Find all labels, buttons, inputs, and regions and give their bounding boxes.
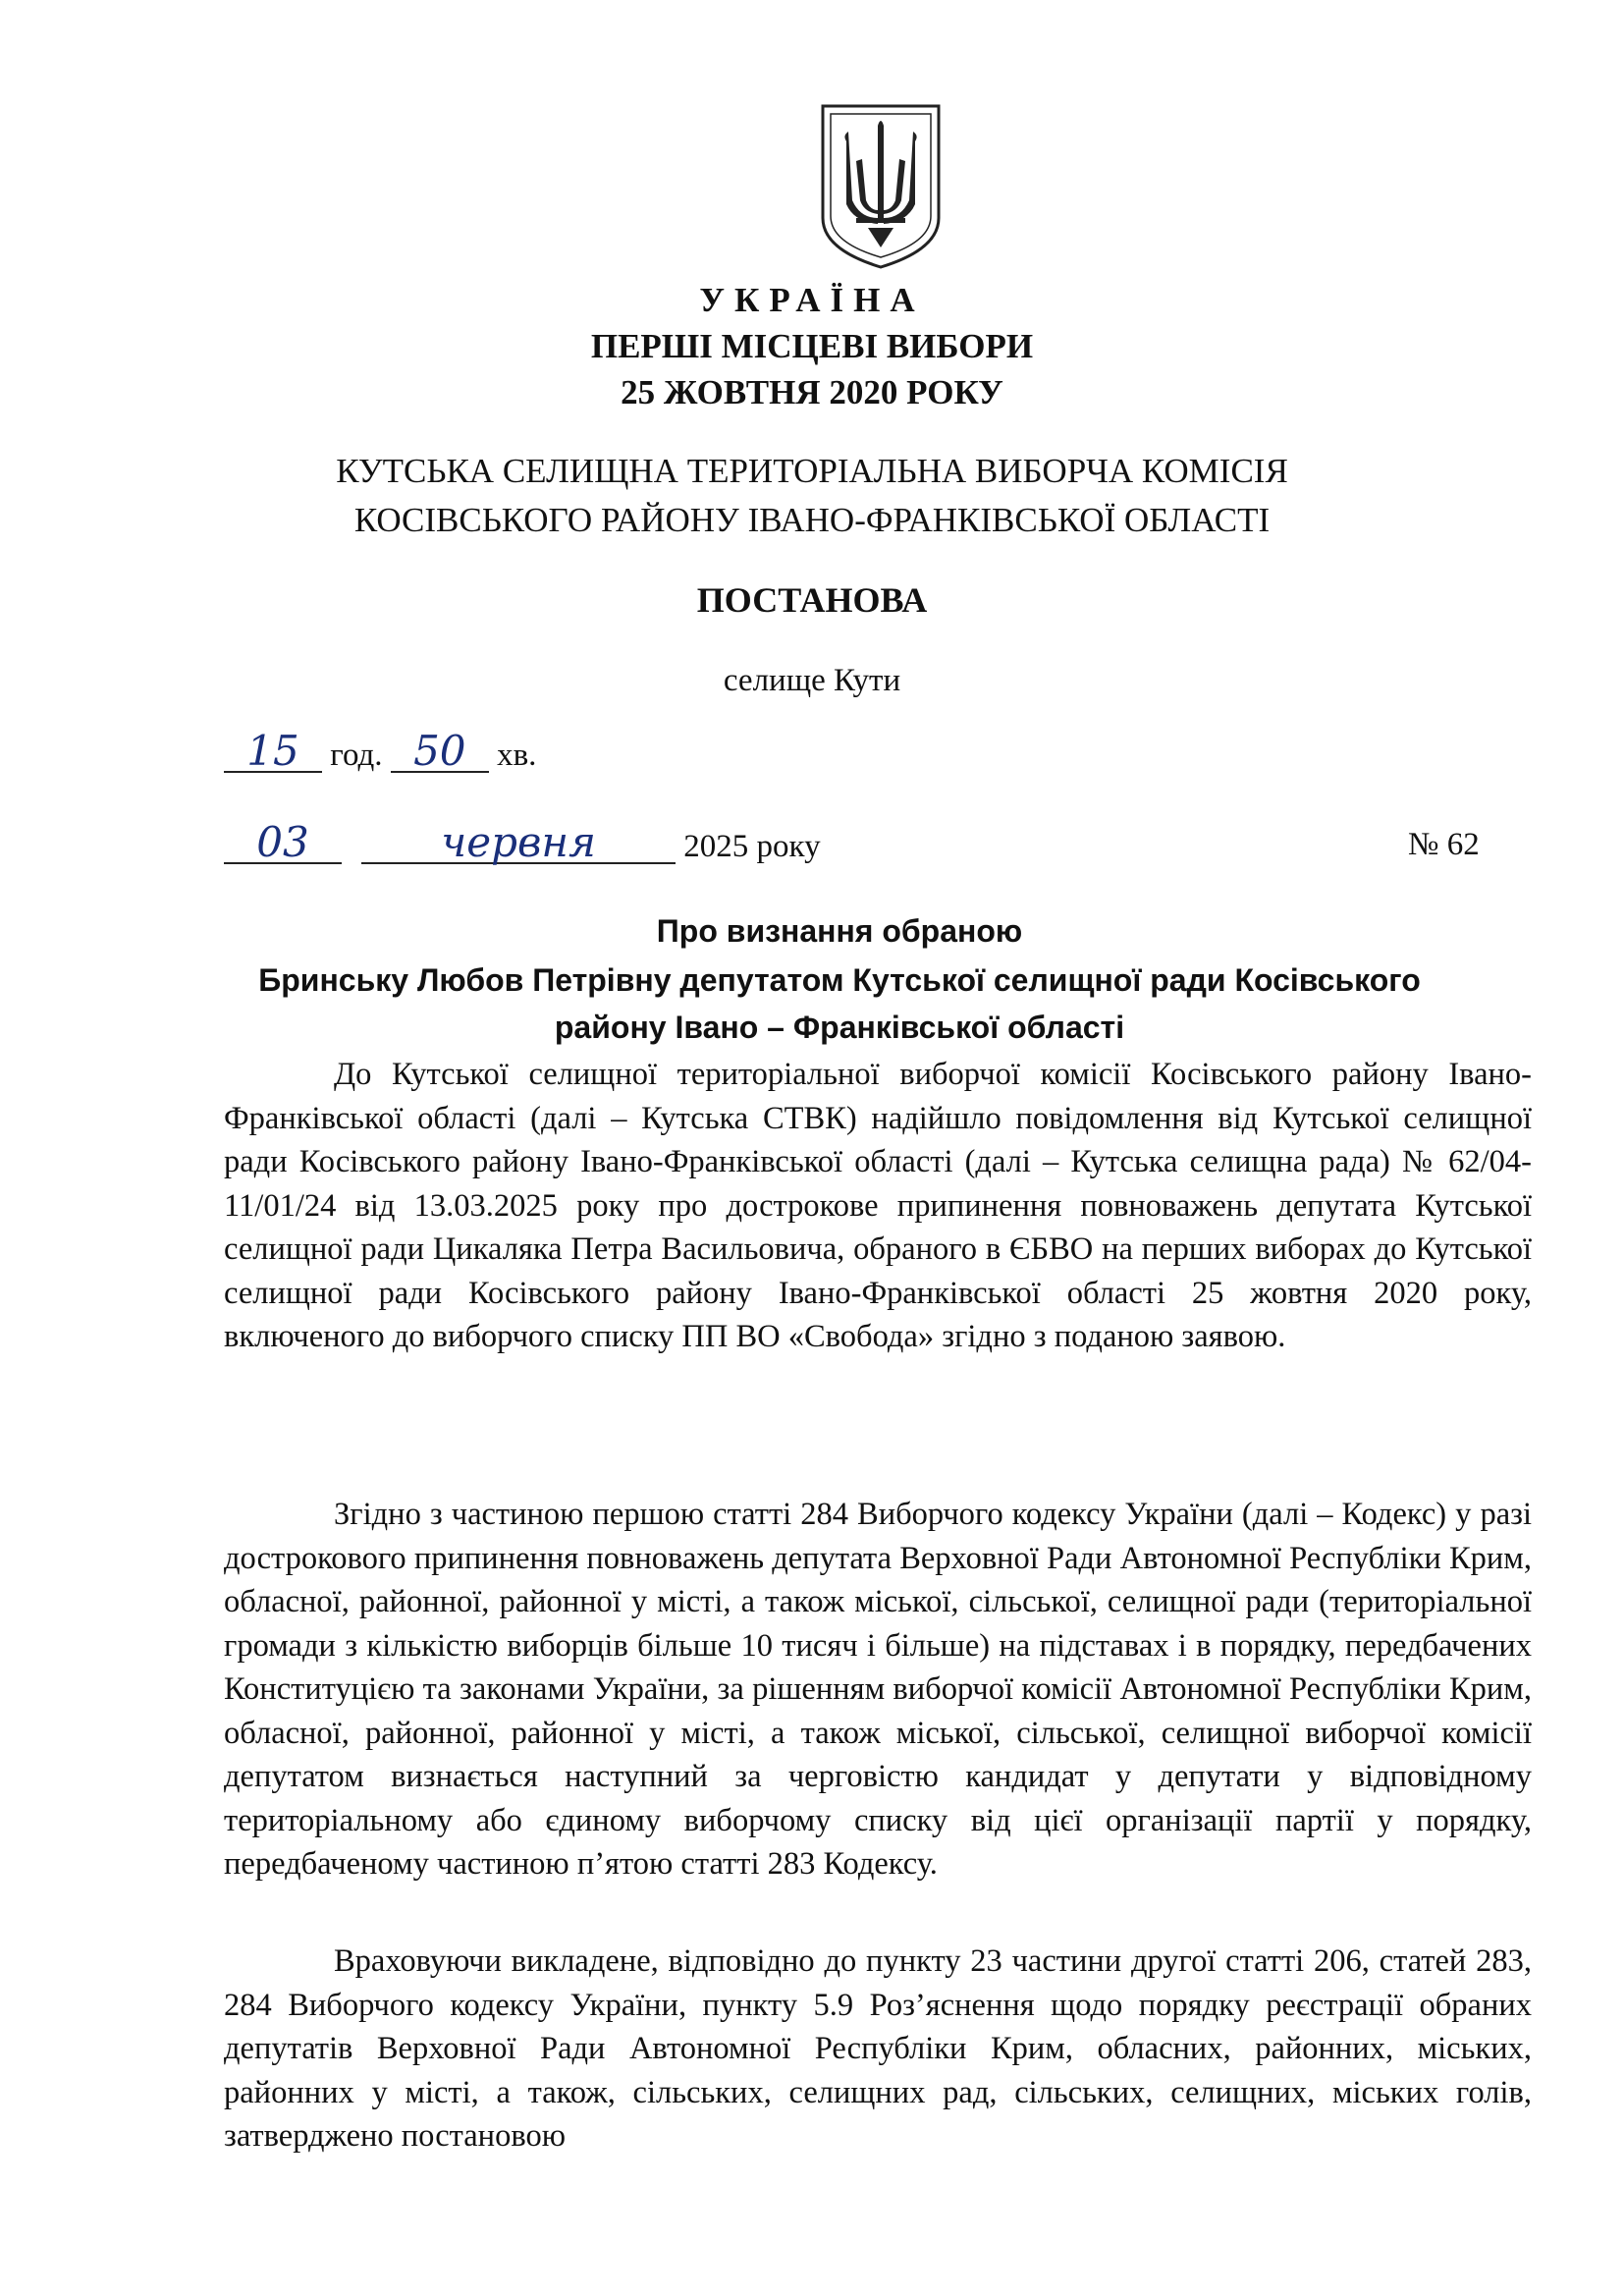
- tryzub-emblem-icon: [817, 102, 945, 271]
- handwritten-minute: 50: [391, 732, 489, 773]
- handwritten-month: червня: [361, 823, 676, 864]
- header-elections: ПЕРШІ МІСЦЕВІ ВИБОРИ: [590, 327, 1034, 365]
- body-paragraph-3: Враховуючи викладене, відповідно до пункту 23 частини другої статті 206, статей 283, 284 Виборчого кодексу України, пункту 5.9 Роз’яснення щодо порядку реєстрації обраних депутатів Верховної Ради Автономної Республіки Крим, обласних, районних, міських, районних у місті, а також, сільських, селищних рад, сільських, селищних, міських голів, затверджено постановою: [224, 1943, 1532, 2154]
- hour-unit: год.: [330, 738, 383, 773]
- date-row: [224, 818, 821, 866]
- handwritten-hour: 15: [224, 732, 322, 773]
- commission-name-line2: КОСІВСЬКОГО РАЙОНУ ІВАНО-ФРАНКІВСЬКОЇ ОБЛАСТІ: [353, 501, 1271, 539]
- header-elections-date: 25 ЖОВТНЯ 2020 РОКУ: [621, 373, 1003, 411]
- document-type: ПОСТАНОВА: [696, 580, 928, 620]
- header-country: УКРАЇНА: [699, 281, 925, 319]
- document-number: № 62: [1408, 827, 1480, 862]
- body-paragraph-1: До Кутської селищної територіальної виборчої комісії Косівського району Івано-Франківської області (далі – Кутська СТВК) надійшло повідомлення від Кутської селищної ради Косівського району Івано-Франківської області (далі – Кутська селищна рада) № 62/04-11/01/24 від 13.03.2025 року про дострокове припинення повноважень депутата Кутської селищної ради Цикаляка Петра Васильовича, обраного в ЄБВО на перших виборах до Кутської селищної ради Косівського району Івано-Франківської області 25 жовтня 2020 року, включеного до виборчого списку ПП ВО «Свобода» згідно з поданою заявою.: [224, 1057, 1532, 1354]
- time-row: [224, 727, 537, 775]
- body-paragraph-2: Згідно з частиною першою статті 284 Виборчого кодексу України (далі – Кодекс) у разі дострокового припинення повноважень депутата Верховної Ради Автономної Республіки Крим, обласної, районної, районної у місті, а також міської, сільської, селищної ради (територіальної громади з кількістю виборців більше 10 тисяч і більше) на підставах і в порядку, передбачених Конституцією та законами України, за рішенням виборчої комісії Автономної Республіки Крим, обласної, районної, районної у місті, а також міської, сільської, селищної виборчої комісії депутатом визнається наступний за черговістю кандидат у депутати у відповідному територіальному або єдиному виборчому списку від цієї організації партії у порядку, передбаченому частиною п’ятою статті 283 Кодексу.: [224, 1497, 1532, 1882]
- minute-unit: хв.: [497, 738, 537, 773]
- title-line1: Про визнання обраною: [656, 913, 1023, 949]
- title-line2: Бринську Любов Петрівну депутатом Кутської селищної ради Косівського: [258, 962, 1421, 998]
- handwritten-day: 03: [224, 823, 342, 864]
- year-text: 2025 року: [683, 829, 821, 864]
- document-place: селище Кути: [723, 663, 901, 698]
- commission-name-line1: КУТСЬКА СЕЛИЩНА ТЕРИТОРІАЛЬНА ВИБОРЧА КОМІСІЯ: [336, 452, 1288, 490]
- title-line3: району Івано – Франківської області: [554, 1010, 1125, 1045]
